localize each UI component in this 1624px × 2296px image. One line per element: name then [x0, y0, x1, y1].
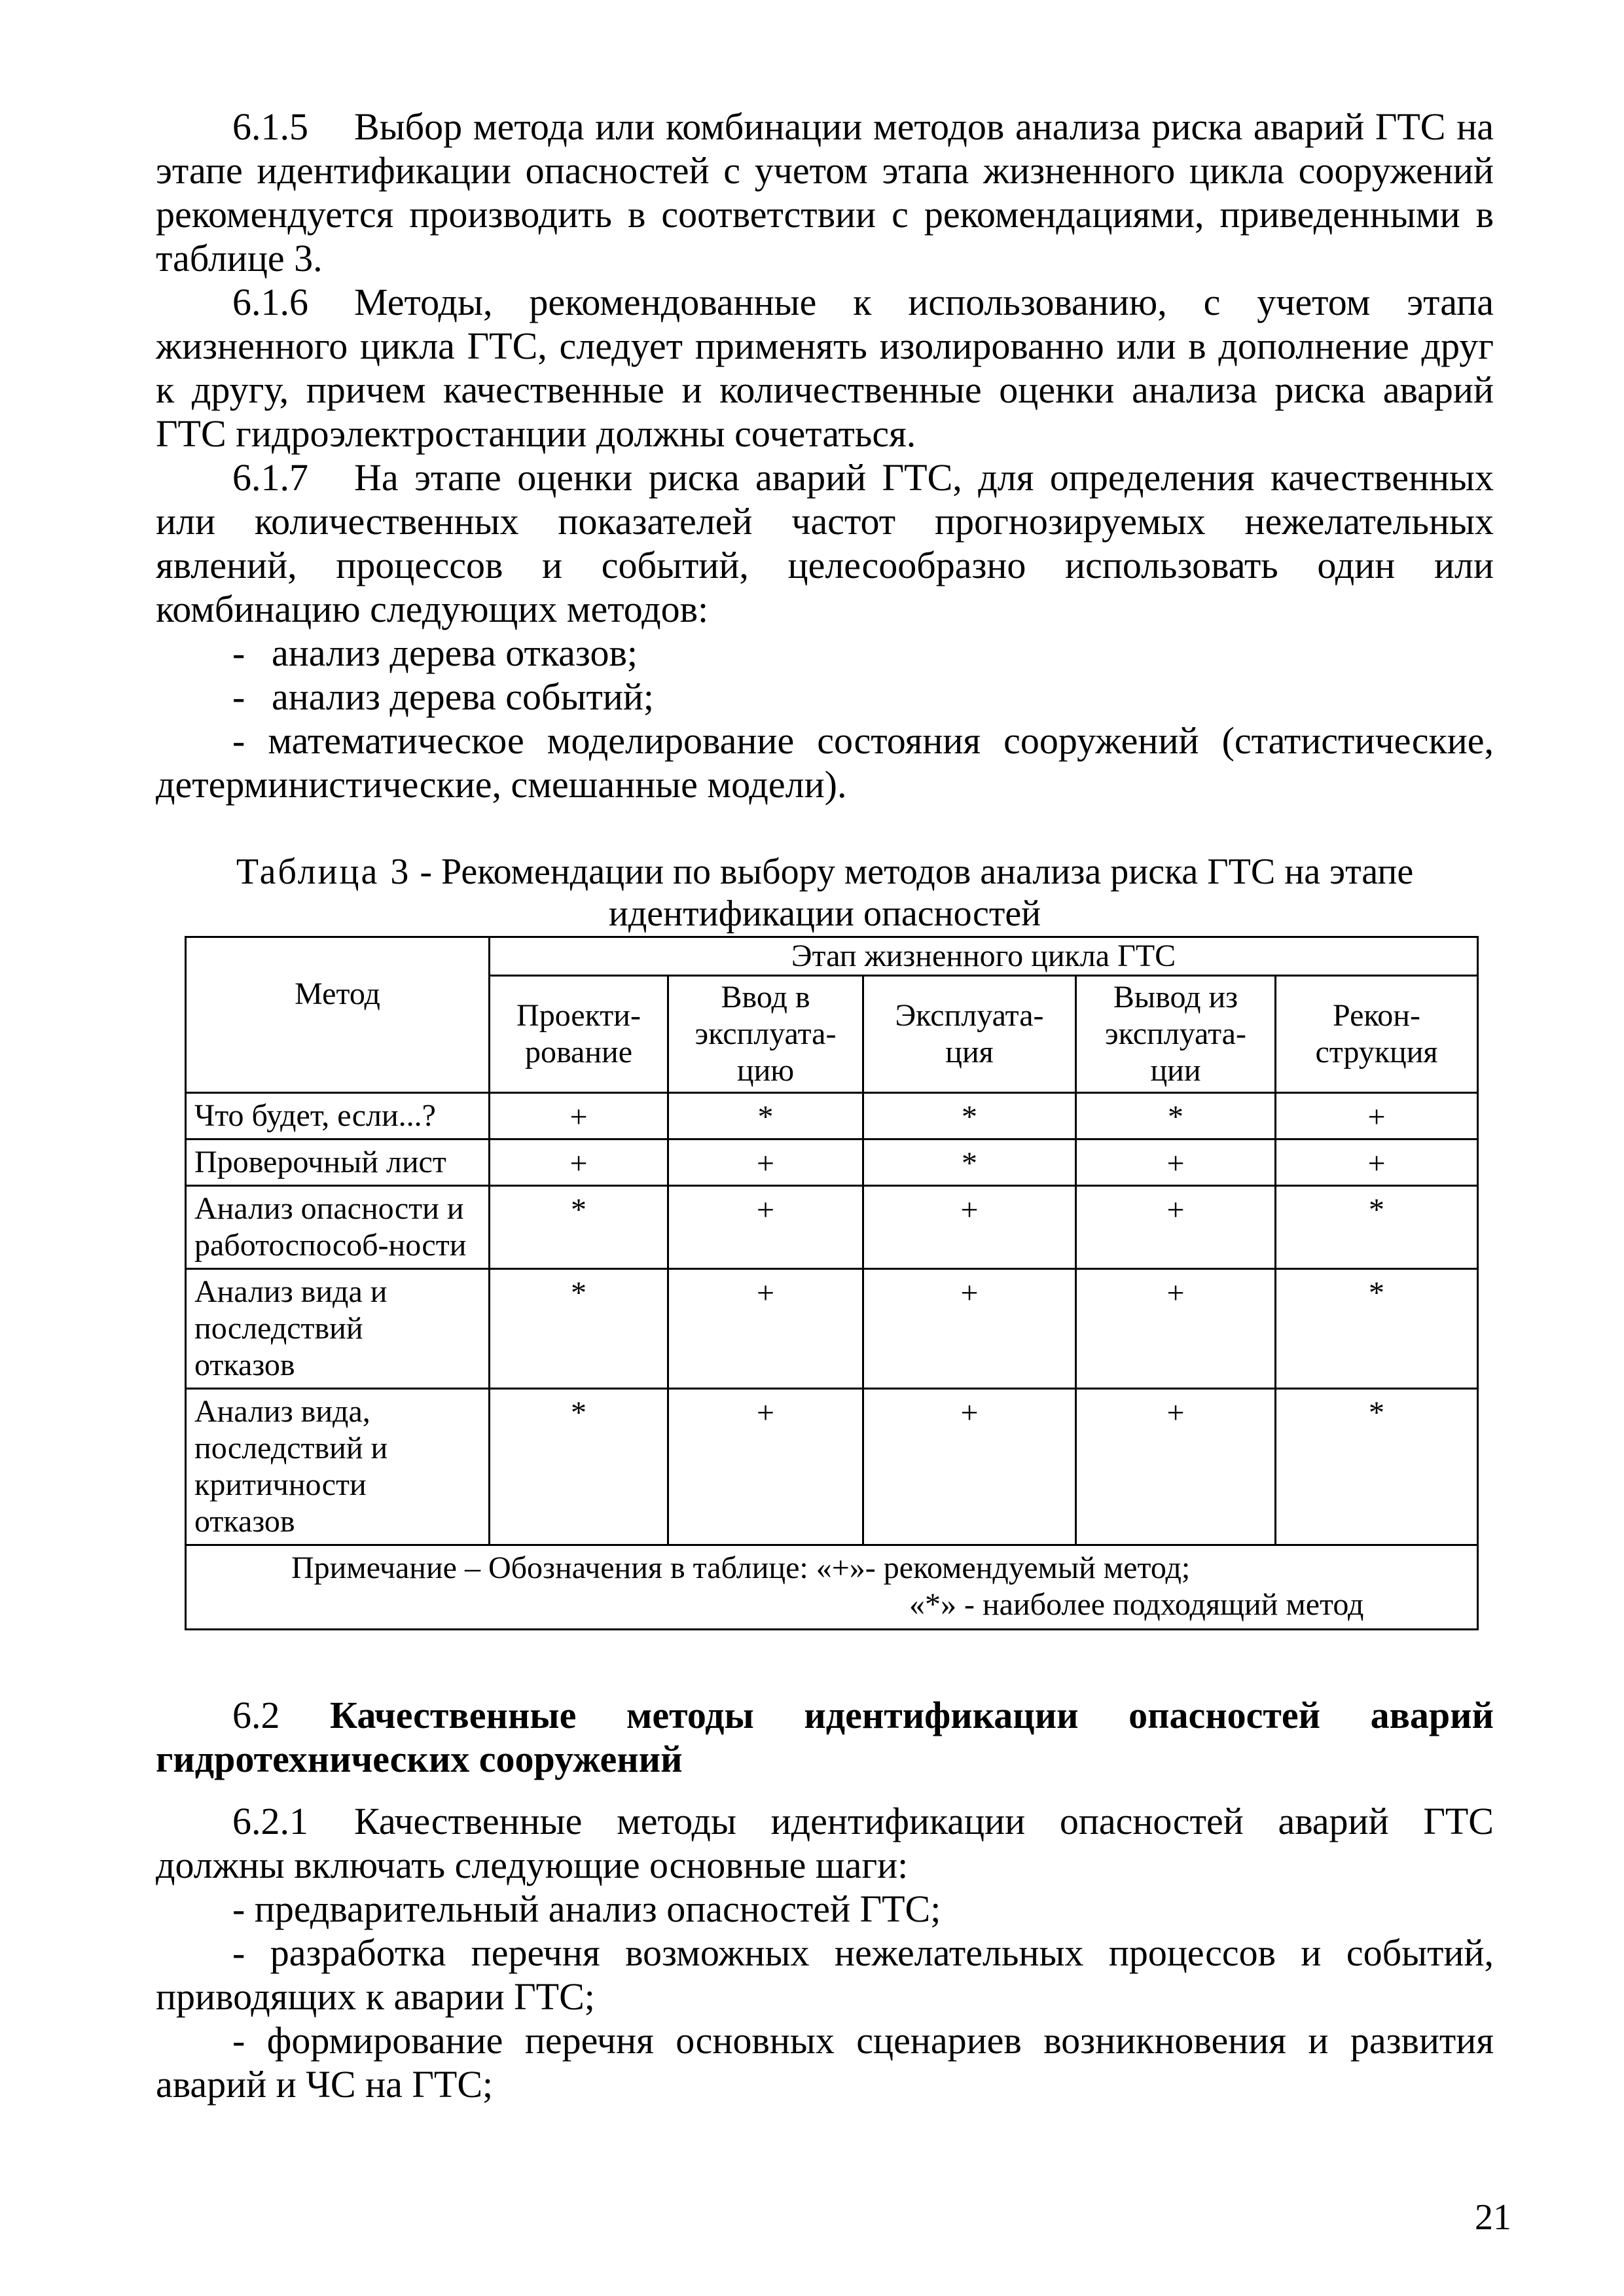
paragraph-text: Качественные методы идентификации опасностей аварий ГТС должны включать следующие основные шаги: — [156, 1800, 1494, 1886]
paragraph-number: 6.2.1 — [232, 1800, 308, 1842]
paragraph-number: 6.1.5 — [232, 105, 308, 148]
method-cell — [186, 1186, 490, 1269]
table-caption-line2: идентификации опасностей — [608, 893, 1041, 934]
mark-cell: + — [1076, 1139, 1276, 1186]
method-line: критичности — [194, 1467, 367, 1502]
method-line: последствий — [194, 1311, 363, 1346]
header-stage-line: ции — [1150, 1053, 1201, 1088]
mark-cell: + — [863, 1186, 1076, 1269]
method-cell — [186, 1093, 490, 1139]
table-caption — [156, 851, 1494, 935]
mark-cell: + — [863, 1269, 1076, 1389]
mark-cell: * — [490, 1269, 668, 1389]
mark-cell: * — [863, 1139, 1076, 1186]
mark-cell: * — [1076, 1093, 1276, 1139]
table-caption-line1: - Рекомендации по выбору методов анализа риска ГТС на этапе — [410, 852, 1414, 892]
mark-cell: * — [668, 1093, 863, 1139]
header-stage-line: эксплуата- — [1105, 1016, 1246, 1051]
mark-cell: + — [1076, 1186, 1276, 1269]
header-stage — [490, 976, 668, 1093]
mark-cell: * — [863, 1093, 1076, 1139]
mark-cell: + — [668, 1186, 863, 1269]
header-stage-line: цию — [736, 1053, 795, 1088]
table-caption-label: Таблица 3 — [236, 852, 411, 892]
table-row — [186, 1389, 1478, 1545]
header-stage-line: струкция — [1315, 1035, 1438, 1069]
table-row — [186, 1139, 1478, 1186]
list-item-text: анализ дерева отказов; — [272, 632, 638, 674]
table-row — [186, 1186, 1478, 1269]
mark-cell: * — [490, 1389, 668, 1545]
mark-cell: + — [668, 1269, 863, 1389]
header-stage-line: эксплуата- — [695, 1016, 837, 1051]
paragraph-text: На этапе оценки риска аварий ГТС, для определения качественных или количественных показателей частот прогнозируемых нежелательных явлений, процессов и событий, целесообразно использовать один или комбинацию следующих методов: — [156, 456, 1494, 630]
paragraph-6-1-5 — [156, 105, 1494, 280]
mark-cell: * — [1276, 1186, 1478, 1269]
paragraph-text: Методы, рекомендованные к использованию, с учетом этапа жизненного цикла ГТС, следует применять изолированно или в дополнение друг к другу, причем качественные и количественные оценки анализа риска аварий ГТС гидроэлектростанции должны сочетаться. — [156, 281, 1494, 455]
table-row — [186, 1269, 1478, 1389]
header-stage — [1276, 976, 1478, 1093]
mark-cell: * — [1276, 1269, 1478, 1389]
method-line: последствий и — [194, 1431, 388, 1465]
section-number: 6.2 — [232, 1694, 280, 1736]
mark-cell: + — [668, 1139, 863, 1186]
list-item: - формирование перечня основных сценариев возникновения и развития аварий и ЧС на ГТС; — [156, 2019, 1494, 2106]
list-item: - математическое моделирование состояния сооружений (статистические, детерминистические, смешанные модели). — [156, 719, 1494, 806]
header-stage-line: рование — [524, 1035, 632, 1069]
paragraph-number: 6.1.7 — [232, 456, 308, 499]
header-stage-line: Ввод в — [721, 980, 810, 1014]
header-stage-line: Проекти- — [516, 998, 641, 1033]
header-lifecycle-stage: Этап жизненного цикла ГТС — [490, 937, 1478, 976]
header-stage — [863, 976, 1076, 1093]
page-content — [156, 105, 1494, 2106]
method-line: Анализ вида и — [194, 1274, 388, 1309]
mark-cell: + — [1076, 1389, 1276, 1545]
mark-cell: + — [863, 1389, 1076, 1545]
method-line: отказов — [194, 1348, 295, 1382]
mark-cell: + — [1076, 1269, 1276, 1389]
method-line: Проверочный лист — [194, 1145, 446, 1179]
mark-cell: + — [668, 1389, 863, 1545]
header-stage — [1076, 976, 1276, 1093]
header-stage — [668, 976, 863, 1093]
header-stage-line: Эксплуата- — [895, 998, 1044, 1033]
list-item-text: анализ дерева событий; — [272, 675, 655, 718]
methods-table — [185, 936, 1479, 1630]
paragraph-6-1-7 — [156, 456, 1494, 631]
mark-cell: * — [490, 1186, 668, 1269]
page-number: 21 — [1475, 2197, 1511, 2238]
header-method: Метод — [186, 937, 490, 1093]
paragraph-number: 6.1.6 — [232, 281, 308, 323]
list-item: - разработка перечня возможных нежелательных процессов и событий, приводящих к аварии ГТС; — [156, 1931, 1494, 2018]
paragraph-6-1-6 — [156, 280, 1494, 456]
mark-cell: * — [1276, 1389, 1478, 1545]
method-line: отказов — [194, 1504, 295, 1539]
header-stage-line: Вывод из — [1113, 980, 1238, 1014]
list-item: - предварительный анализ опасностей ГТС; — [232, 1888, 941, 1930]
method-line: Анализ вида, — [194, 1394, 370, 1429]
note-line-1: Примечание – Обозначения в таблице: «+»- рекомендуемый метод; — [291, 1551, 1191, 1585]
mark-cell: + — [1276, 1139, 1478, 1186]
mark-cell: + — [490, 1139, 668, 1186]
table-row — [186, 1093, 1478, 1139]
method-line: Что будет, если...? — [194, 1098, 436, 1133]
table-body — [186, 1093, 1478, 1545]
list-item: - анализ дерева событий; — [232, 675, 1494, 719]
header-stage-line: Рекон- — [1333, 998, 1420, 1033]
list-item: - анализ дерева отказов; — [232, 631, 1494, 675]
mark-cell: + — [490, 1093, 668, 1139]
table-note — [186, 1545, 1478, 1630]
method-line: работоспособ-ности — [194, 1228, 467, 1263]
section-title: Качественные методы идентификации опасностей аварий гидротехнических сооружений — [156, 1694, 1494, 1780]
method-cell — [186, 1269, 490, 1389]
paragraph-text: Выбор метода или комбинации методов анализа риска аварий ГТС на этапе идентификации опасностей с учетом этапа жизненного цикла сооружений рекомендуется производить в соответствии с рекомендациями, приведенными в таблице 3. — [156, 105, 1494, 279]
method-line: Анализ опасности и — [194, 1191, 464, 1226]
method-cell — [186, 1389, 490, 1545]
note-line-2: «*» - наиболее подходящий метод — [909, 1587, 1364, 1622]
mark-cell: + — [1276, 1093, 1478, 1139]
method-cell — [186, 1139, 490, 1186]
header-stage-line: ция — [945, 1035, 994, 1069]
paragraph-6-2-1 — [156, 1799, 1494, 1887]
section-heading-6-2 — [156, 1693, 1494, 1781]
